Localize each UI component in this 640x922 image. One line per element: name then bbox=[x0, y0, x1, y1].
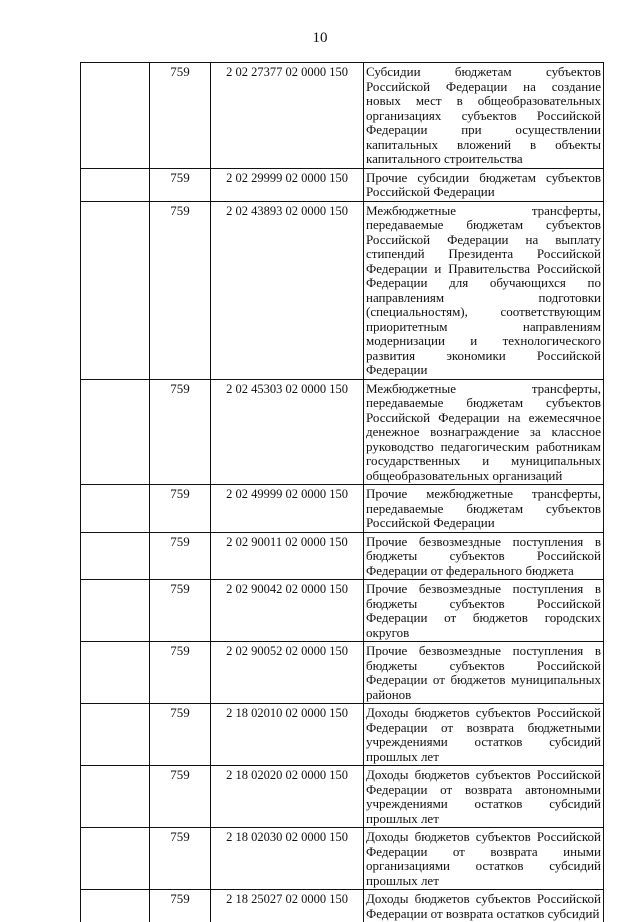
kbk-code-cell: 2 02 43893 02 0000 150 bbox=[211, 201, 364, 379]
empty-cell bbox=[81, 168, 150, 201]
admin-code-cell: 759 bbox=[150, 766, 211, 828]
empty-cell bbox=[81, 532, 150, 580]
admin-code-cell: 759 bbox=[150, 704, 211, 766]
table-row bbox=[81, 201, 604, 379]
admin-code-cell: 759 bbox=[150, 580, 211, 642]
kbk-code-cell: 2 18 02030 02 0000 150 bbox=[211, 828, 364, 890]
empty-cell bbox=[81, 485, 150, 533]
empty-cell bbox=[81, 890, 150, 922]
admin-code-cell: 759 bbox=[150, 168, 211, 201]
table-row bbox=[81, 168, 604, 201]
empty-cell bbox=[81, 766, 150, 828]
revenue-codes-table bbox=[80, 62, 604, 922]
kbk-code-cell: 2 02 90011 02 0000 150 bbox=[211, 532, 364, 580]
empty-cell bbox=[81, 63, 150, 169]
empty-cell bbox=[81, 379, 150, 485]
revenue-name-cell: Прочие межбюджетные трансферты, передаваемые бюджетам субъектов Российской Федерации bbox=[364, 485, 604, 533]
revenue-name-cell: Прочие субсидии бюджетам субъектов Российской Федерации bbox=[364, 168, 604, 201]
revenue-name-cell: Субсидии бюджетам субъектов Российской Федерации на создание новых мест в общеобразовательных организациях субъектов Российской Федерации при осуществлении капитальных вложений в объекты капитального строительства bbox=[364, 63, 604, 169]
kbk-code-cell: 2 02 49999 02 0000 150 bbox=[211, 485, 364, 533]
revenue-name-cell: Доходы бюджетов субъектов Российской Федерации от возврата иными организациями остатков субсидий прошлых лет bbox=[364, 828, 604, 890]
admin-code-cell: 759 bbox=[150, 63, 211, 169]
kbk-code-cell: 2 02 90042 02 0000 150 bbox=[211, 580, 364, 642]
empty-cell bbox=[81, 580, 150, 642]
page-number: 10 bbox=[0, 30, 640, 47]
admin-code-cell: 759 bbox=[150, 890, 211, 922]
empty-cell bbox=[81, 704, 150, 766]
admin-code-cell: 759 bbox=[150, 485, 211, 533]
kbk-code-cell: 2 02 90052 02 0000 150 bbox=[211, 642, 364, 704]
table-row bbox=[81, 580, 604, 642]
table-row bbox=[81, 532, 604, 580]
table-row bbox=[81, 379, 604, 485]
kbk-code-cell: 2 02 27377 02 0000 150 bbox=[211, 63, 364, 169]
revenue-name-cell: Доходы бюджетов субъектов Российской Федерации от возврата бюджетными учреждениями остатков субсидий прошлых лет bbox=[364, 704, 604, 766]
admin-code-cell: 759 bbox=[150, 379, 211, 485]
revenue-name-cell: Доходы бюджетов субъектов Российской Федерации от возврата автономными учреждениями остатков субсидий прошлых лет bbox=[364, 766, 604, 828]
admin-code-cell: 759 bbox=[150, 201, 211, 379]
kbk-code-cell: 2 18 02020 02 0000 150 bbox=[211, 766, 364, 828]
admin-code-cell: 759 bbox=[150, 828, 211, 890]
table-row bbox=[81, 485, 604, 533]
table-row bbox=[81, 63, 604, 169]
revenue-name-cell: Межбюджетные трансферты, передаваемые бюджетам субъектов Российской Федерации на выплату стипендий Президента Российской Федерации и Правительства Российской Федерации для обучающихся по направлениям подготовки (специальностям), соответствующим приоритетным направлениям модернизации и технологического развития экономики Российской Федерации bbox=[364, 201, 604, 379]
revenue-name-cell: Прочие безвозмездные поступления в бюджеты субъектов Российской Федерации от федерального бюджета bbox=[364, 532, 604, 580]
admin-code-cell: 759 bbox=[150, 642, 211, 704]
table-row bbox=[81, 828, 604, 890]
kbk-code-cell: 2 02 29999 02 0000 150 bbox=[211, 168, 364, 201]
kbk-code-cell: 2 18 02010 02 0000 150 bbox=[211, 704, 364, 766]
table-row bbox=[81, 766, 604, 828]
admin-code-cell: 759 bbox=[150, 532, 211, 580]
revenue-name-cell: Доходы бюджетов субъектов Российской Федерации от возврата остатков субсидий bbox=[364, 890, 604, 922]
empty-cell bbox=[81, 642, 150, 704]
empty-cell bbox=[81, 828, 150, 890]
revenue-name-cell: Прочие безвозмездные поступления в бюджеты субъектов Российской Федерации от бюджетов муниципальных районов bbox=[364, 642, 604, 704]
table-row bbox=[81, 890, 604, 922]
kbk-code-cell: 2 02 45303 02 0000 150 bbox=[211, 379, 364, 485]
revenue-name-cell: Прочие безвозмездные поступления в бюджеты субъектов Российской Федерации от бюджетов городских округов bbox=[364, 580, 604, 642]
revenue-name-cell: Межбюджетные трансферты, передаваемые бюджетам субъектов Российской Федерации на ежемесячное денежное вознаграждение за классное руководство педагогическим работникам государственных и муниципальных общеобразовательных организаций bbox=[364, 379, 604, 485]
empty-cell bbox=[81, 201, 150, 379]
table-row bbox=[81, 642, 604, 704]
table-row bbox=[81, 704, 604, 766]
kbk-code-cell: 2 18 25027 02 0000 150 bbox=[211, 890, 364, 922]
